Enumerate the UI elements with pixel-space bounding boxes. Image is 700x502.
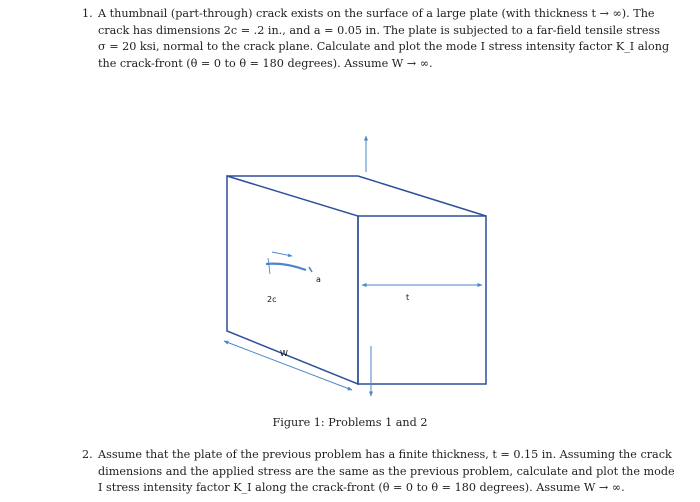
- plate-front-face: [227, 176, 358, 384]
- problem-2-line-1: Assume that the plate of the previous problem has a finite thickness, t = 0.15 in. Assuming the crack: [98, 448, 672, 461]
- width-arrow: [224, 341, 352, 390]
- crack-top-arrow: [272, 252, 292, 256]
- figure-caption: Figure 1: Problems 1 and 2: [272, 416, 428, 429]
- thickness-label: t: [406, 293, 410, 302]
- crack-depth-label: a: [316, 275, 321, 284]
- plate-box: [227, 176, 486, 384]
- plate-crack-figure: [210, 128, 500, 400]
- crack-a-tick: [309, 267, 312, 272]
- problem-2-line-3: I stress intensity factor K_I along the crack-front (θ = 0 to θ = 180 degrees). Assume W → ∞.: [98, 481, 625, 495]
- problem-1: [82, 6, 670, 72]
- problem-1-line-1: A thumbnail (part-through) crack exists on the surface of a large plate (with thickness t → ∞). The: [98, 7, 655, 20]
- problem-2-line-2: dimensions and the applied stress are the same as the previous problem, calculate and plot the mode: [98, 464, 675, 478]
- problem-2-number: 2.: [82, 448, 93, 461]
- problem-1-line-2: crack has dimensions 2c = .2 in., and a = 0.05 in. The plate is subjected to a far-field tensile stress: [98, 23, 660, 37]
- crack-2c-tick: [268, 258, 270, 274]
- problem-2: [82, 447, 675, 497]
- problem-1-line-3: σ = 20 ksi, normal to the crack plane. Calculate and plot the mode I stress intensity factor K_I along: [98, 40, 670, 54]
- problem-1-line-4: the crack-front (θ = 0 to θ = 180 degrees). Assume W → ∞.: [98, 56, 433, 70]
- width-label: W: [280, 349, 288, 358]
- problem-1-number: 1.: [82, 7, 93, 20]
- crack-shape: [266, 264, 306, 270]
- plate-side-face: [358, 216, 486, 384]
- crack-length-label: 2c: [267, 295, 277, 304]
- plate-top-side-edge: [358, 176, 486, 216]
